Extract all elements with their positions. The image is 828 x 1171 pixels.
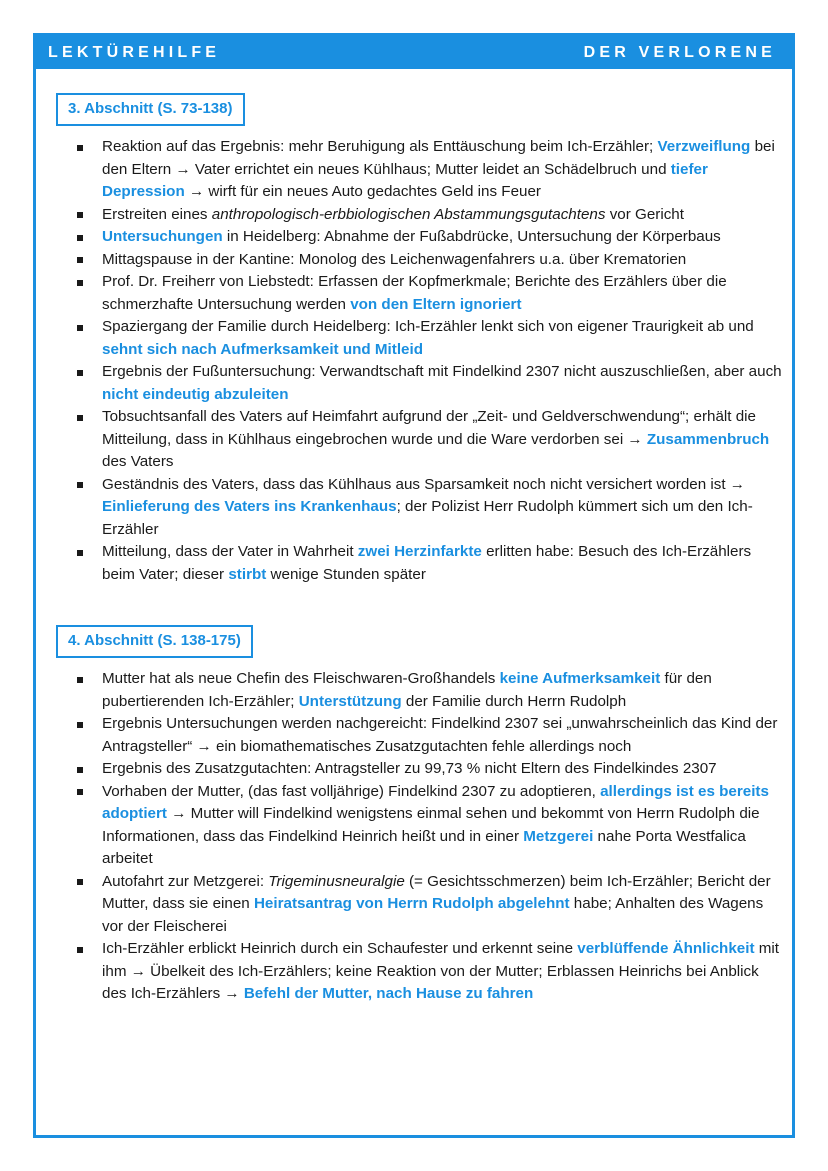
- bullet-text: Mutter hat als neue Chefin des Fleischwaren-Großhandels: [102, 670, 500, 687]
- highlight-text: tiefer Depression: [102, 160, 708, 200]
- highlight-text: von den Eltern ignoriert: [350, 295, 522, 313]
- bullet-text: Ergebnis des Zusatzgutachten: Antragsteller zu 99,73 % nicht Eltern des Findelkindes 2307: [102, 760, 717, 777]
- section-4-title: 4. Abschnitt (S. 138-175): [56, 625, 253, 658]
- bullet-item: [74, 474, 784, 542]
- section-3-title: 3. Abschnitt (S. 73-138): [56, 93, 245, 126]
- bullet-item: [74, 204, 784, 227]
- highlight-text: Befehl der Mutter, nach Hause zu fahren: [243, 985, 534, 1002]
- bullet-item: [74, 758, 784, 781]
- highlight-text: nicht eindeutig abzuleiten: [102, 385, 289, 403]
- bullet-item: [74, 136, 784, 204]
- highlight-text: Heiratsantrag von Herrn Rudolph abgelehnt: [253, 895, 570, 912]
- highlight-text: Einlieferung des Vaters ins Krankenhaus: [102, 498, 397, 515]
- bullet-text: vor Gericht: [605, 205, 684, 223]
- bullet-text: ; der Polizist Herr Rudolph kümmert sich um den Ich-Erzähler: [102, 498, 753, 538]
- bullet-text: Spaziergang der Familie durch Heidelberg: Ich-Erzähler lenkt sich von eigener Traurigkeit ab und: [102, 318, 754, 335]
- bullet-text: → Mutter will Findelkind wenigstens einmal sehen und bekommt von Herrn Rudolph die Informationen, dass das Findelkind Heinrich heißt und in einer: [102, 805, 760, 845]
- highlight-text: Zusammenbruch: [646, 430, 770, 448]
- bullet-text: Autofahrt zur Metzgerei:: [102, 872, 269, 890]
- bullet-text: erlitten habe: Besuch des Ich-Erzählers beim Vater; dieser: [102, 543, 752, 583]
- header-right-title: DER VERLORENE: [583, 43, 776, 61]
- highlight-text: Verzweiflung: [657, 138, 751, 155]
- bullet-item: [74, 871, 784, 939]
- bullet-item: [74, 668, 784, 713]
- section-3-list: [74, 136, 784, 586]
- bullet-text: bei den Eltern → Vater errichtet ein neues Kühlhaus; Mutter leidet an Schädelbruch und: [102, 138, 775, 178]
- bullet-text: Mittagspause in der Kantine: Monolog des Leichenwagenfahrers u.a. über Krematorien: [102, 250, 687, 268]
- bullet-item: [74, 226, 784, 249]
- bullet-text: Geständnis des Vaters, dass das Kühlhaus aus Sparsamkeit noch nicht versichert worden ist →: [102, 475, 745, 493]
- bullet-item: [74, 781, 784, 871]
- highlight-text: zwei Herzinfarkte: [357, 543, 482, 560]
- bullet-item: [74, 406, 784, 474]
- bullet-item: [74, 541, 784, 586]
- bullet-item: [74, 271, 784, 316]
- bullet-text: Tobsuchtsanfall des Vaters auf Heimfahrt aufgrund der „Zeit- und Geldverschwendung“; erhält die Mitteilung, dass in Kühlhaus eingebrochen wurde und die Ware verdorben sei →: [102, 408, 756, 448]
- highlight-text: Untersuchungen: [102, 228, 223, 245]
- bullet-text: Ich-Erzähler erblickt Heinrich durch ein Schaufester und erkennt seine: [102, 940, 578, 957]
- bullet-item: [74, 361, 784, 406]
- highlight-text: keine Aufmerksamkeit: [499, 670, 661, 687]
- bullet-text: → wirft für ein neues Auto gedachtes Geld ins Feuer: [184, 183, 541, 200]
- section-4-list: [74, 668, 784, 1006]
- bullet-item: [74, 713, 784, 758]
- bullet-text: Mitteilung, dass der Vater in Wahrheit: [102, 543, 358, 560]
- bullet-item: [74, 316, 784, 361]
- italic-text: Trigeminusneuralgie: [268, 872, 405, 890]
- bullet-text: Erstreiten eines: [102, 205, 212, 223]
- bullet-text: nahe Porta Westfalica arbeitet: [102, 827, 746, 867]
- bullet-text: habe; Anhalten des Wagens vor der Fleischerei: [102, 895, 764, 935]
- bullet-text: des Vaters: [102, 453, 174, 470]
- page-header: [36, 36, 792, 69]
- bullet-text: für den pubertierenden Ich-Erzähler;: [102, 670, 712, 710]
- bullet-text: in Heidelberg: Abnahme der Fußabdrücke, Untersuchung der Körperbaus: [222, 228, 721, 245]
- bullet-text: der Familie durch Herrn Rudolph: [401, 692, 627, 710]
- highlight-text: verblüffende Ähnlichkeit: [577, 940, 755, 957]
- highlight-text: Unterstützung: [298, 692, 402, 710]
- italic-text: anthropologisch-erbbiologischen Abstammungsgutachtens: [211, 205, 606, 223]
- bullet-text: Reaktion auf das Ergebnis: mehr Beruhigung als Enttäuschung beim Ich-Erzähler;: [102, 138, 658, 155]
- bullet-item: [74, 938, 784, 1006]
- page-frame: [33, 33, 795, 1138]
- highlight-text: sehnt sich nach Aufmerksamkeit und Mitleid: [102, 340, 423, 358]
- bullet-text: Ergebnis der Fußuntersuchung: Verwandtschaft mit Findelkind 2307 nicht auszuschließen, aber auch: [102, 363, 782, 380]
- bullet-text: Prof. Dr. Freiherr von Liebstedt: Erfassen der Kopfmerkmale; Berichte des Erzählers über die schmerzhafte Untersuchung werden: [102, 273, 727, 313]
- bullet-item: [74, 249, 784, 272]
- highlight-text: stirbt: [228, 565, 267, 583]
- bullet-text: Ergebnis Untersuchungen werden nachgereicht: Findelkind 2307 sei „unwahrscheinlich das Kind der Antragsteller“ → ein biomathematisches Zusatzgutachten fehle allerdings noch: [102, 715, 778, 755]
- bullet-text: wenige Stunden später: [266, 565, 426, 583]
- bullet-text: mit ihm → Übelkeit des Ich-Erzählers; keine Reaktion von der Mutter; Erblassen Heinrichs bei Anblick des Ich-Erzählers →: [102, 940, 779, 1002]
- header-left-title: LEKTÜREHILFE: [48, 43, 221, 61]
- highlight-text: allerdings ist es bereits adoptiert: [102, 782, 769, 822]
- bullet-text: (= Gesichtsschmerzen) beim Ich-Erzähler; Bericht der Mutter, dass sie einen: [102, 872, 771, 912]
- highlight-text: Metzgerei: [523, 827, 594, 845]
- bullet-text: Vorhaben der Mutter, (das fast volljährige) Findelkind 2307 zu adoptieren,: [102, 782, 601, 800]
